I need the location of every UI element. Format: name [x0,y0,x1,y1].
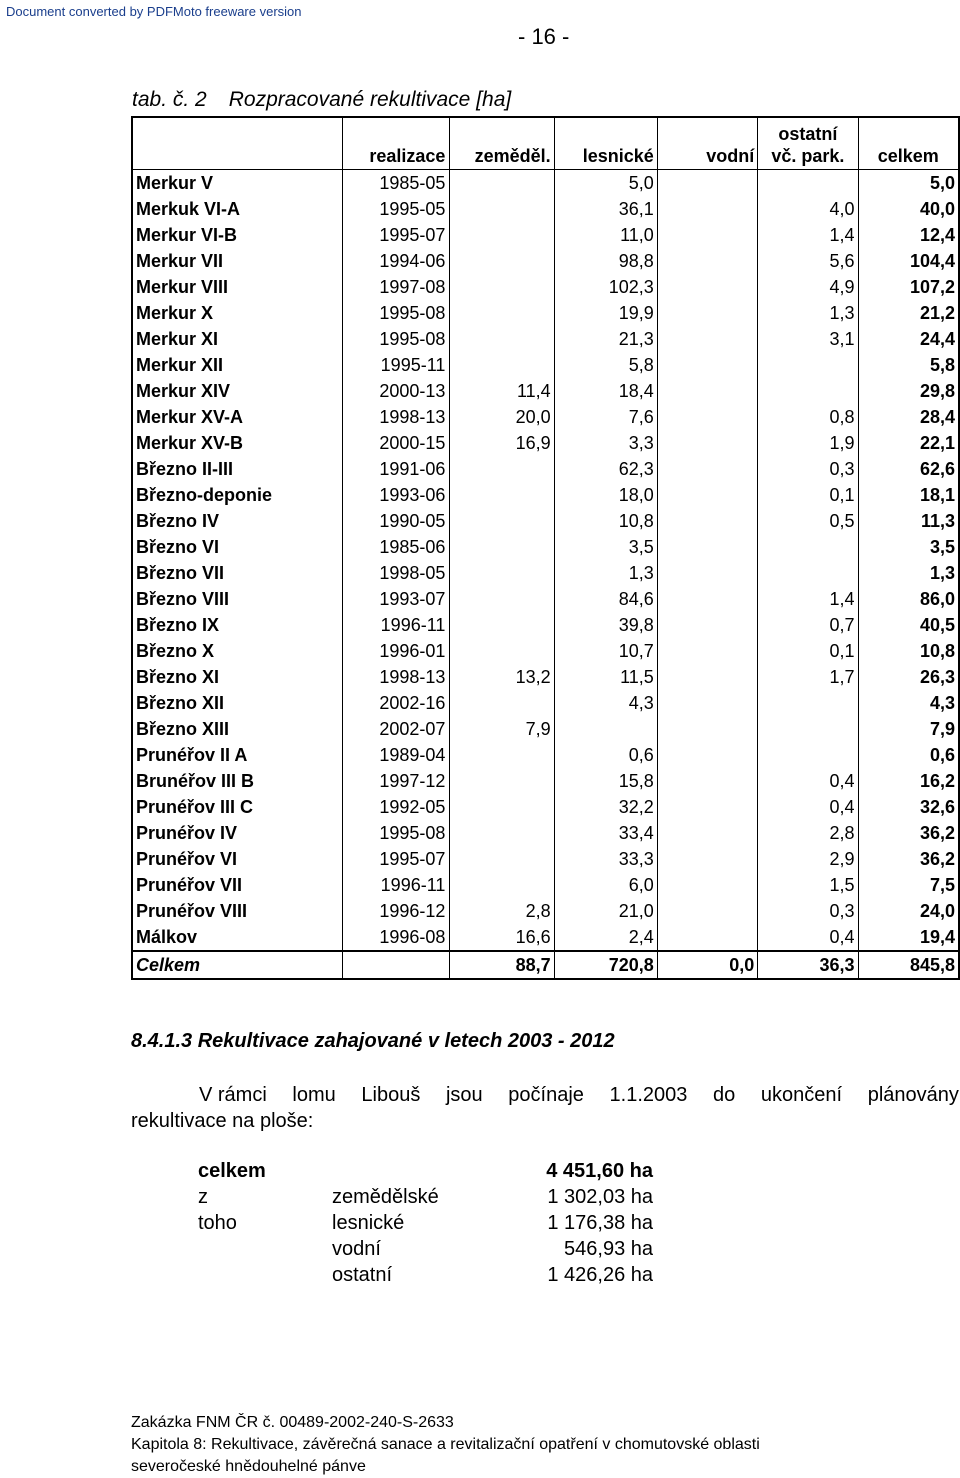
converter-banner: Document converted by PDFMoto freeware version [6,4,302,19]
cell-lesnicke: 10,7 [554,638,657,664]
cell-zemedel: 88,7 [450,951,554,979]
cell-vodni [657,326,757,352]
cell-zemedel [450,846,554,872]
cell-ostatni [758,742,858,768]
cell-vodni [657,820,757,846]
cell-zemedel: 2,8 [450,898,554,924]
cell-vodni [657,794,757,820]
table-row [132,690,959,716]
cell-zemedel [450,169,554,196]
cell-celkem: 22,1 [919,432,955,453]
summary-item-label: lesnické [332,1212,405,1234]
cell-ostatni: 2,9 [758,846,858,872]
paragraph [131,1082,959,1134]
cell-vodni [657,768,757,794]
cell-celkem: 86,0 [919,588,955,609]
table-row [132,404,959,430]
cell-zemedel [450,456,554,482]
cell-celkem: 40,5 [919,614,955,635]
cell-celkem: 32,6 [919,796,955,817]
cell-celkem: 24,0 [919,900,955,921]
cell-name: Březno XI [132,664,343,690]
paragraph-word: plánovány [867,1084,959,1106]
cell-realizace: 1993-06 [343,482,450,508]
table-row [132,508,959,534]
cell-celkem: 18,1 [919,484,955,505]
cell-zemedel: 7,9 [450,716,554,742]
table-row [132,222,959,248]
cell-realizace: 1995-08 [343,326,450,352]
cell-ostatni: 0,4 [758,794,858,820]
cell-zemedel [450,612,554,638]
table-title [132,88,511,112]
cell-vodni [657,456,757,482]
cell-vodni [657,196,757,222]
cell-realizace: 2002-07 [343,716,450,742]
cell-lesnicke: 3,3 [554,430,657,456]
cell-realizace: 2000-13 [343,378,450,404]
cell-lesnicke: 11,5 [554,664,657,690]
cell-lesnicke: 21,0 [554,898,657,924]
cell-ostatni: 1,4 [758,586,858,612]
table-row [132,846,959,872]
cell-vodni [657,534,757,560]
summary-of-which-label: z toho [198,1186,237,1234]
table-row [132,586,959,612]
cell-name: Merkur V [132,169,343,196]
cell-name: Prunéřov VII [132,872,343,898]
cell-zemedel [450,560,554,586]
cell-realizace: 1992-05 [343,794,450,820]
table-row [132,300,959,326]
summary-item-label: zemědělské [332,1186,439,1208]
cell-name: Málkov [132,924,343,951]
cell-name: Prunéřov III C [132,794,343,820]
cell-name: Březno IX [132,612,343,638]
cell-realizace: 1985-05 [343,169,450,196]
cell-lesnicke: 5,0 [554,169,657,196]
cell-vodni [657,378,757,404]
table-row [132,169,959,196]
cell-ostatni: 0,3 [758,898,858,924]
cell-name: Březno-deponie [132,482,343,508]
header-ostatni-line1: ostatní [778,123,838,144]
table-row [132,742,959,768]
cell-vodni [657,872,757,898]
cell-lesnicke: 15,8 [554,768,657,794]
header-realizace: realizace [343,117,450,169]
cell-vodni [657,638,757,664]
cell-ostatni: 1,7 [758,664,858,690]
cell-ostatni: 0,3 [758,456,858,482]
cell-ostatni [758,378,858,404]
cell-vodni [657,716,757,742]
cell-realizace: 2002-16 [343,690,450,716]
cell-name: Březno X [132,638,343,664]
summary-item-value: 1 302,03 ha [547,1186,653,1208]
cell-name: Březno VII [132,560,343,586]
cell-name: Prunéřov VI [132,846,343,872]
cell-lesnicke: 33,4 [554,820,657,846]
cell-lesnicke: 102,3 [554,274,657,300]
cell-ostatni: 1,5 [758,872,858,898]
cell-realizace: 1997-08 [343,274,450,300]
paragraph-word: jsou [445,1084,483,1106]
cell-name: Březno IV [132,508,343,534]
header-ostatni [758,117,858,169]
cell-zemedel [450,300,554,326]
table-row [132,820,959,846]
cell-ostatni: 5,6 [758,248,858,274]
cell-name: Prunéřov VIII [132,898,343,924]
paragraph-word: Libouš [361,1084,421,1106]
cell-zemedel: 20,0 [450,404,554,430]
cell-ostatni: 0,5 [758,508,858,534]
cell-celkem: 36,2 [919,822,955,843]
cell-celkem: 11,3 [920,510,955,531]
cell-ostatni: 1,3 [758,300,858,326]
cell-vodni [657,274,757,300]
page-number: - 16 - [518,24,570,49]
cell-realizace: 1985-06 [343,534,450,560]
table-row [132,924,959,951]
cell-vodni [657,508,757,534]
cell-lesnicke: 62,3 [554,456,657,482]
cell-zemedel [450,742,554,768]
cell-vodni [657,352,757,378]
table-header-row [132,117,959,169]
cell-vodni [657,560,757,586]
cell-name: Merkur VIII [132,274,343,300]
cell-lesnicke: 33,3 [554,846,657,872]
cell-ostatni: 2,8 [758,820,858,846]
cell-name: Merkur VI-B [132,222,343,248]
cell-vodni [657,430,757,456]
cell-ostatni: 36,3 [758,951,858,979]
paragraph-word: počínaje [508,1084,584,1106]
cell-zemedel [450,248,554,274]
reclamation-table [131,116,960,980]
cell-celkem: 107,2 [909,276,955,297]
paragraph-word: 1.1.2003 [609,1084,688,1106]
cell-lesnicke: 6,0 [554,872,657,898]
cell-realizace: 1991-06 [343,456,450,482]
cell-lesnicke: 3,5 [554,534,657,560]
cell-ostatni: 4,9 [758,274,858,300]
summary-item-label: vodní [332,1238,381,1260]
cell-ostatni: 0,4 [758,768,858,794]
cell-realizace: 1994-06 [343,248,450,274]
cell-zemedel [450,820,554,846]
cell-vodni [657,248,757,274]
cell-name: Březno XIII [132,716,343,742]
cell-lesnicke: 7,6 [554,404,657,430]
cell-realizace [343,951,450,979]
table-title-label: tab. č. 2 [132,88,207,111]
table-total-row [132,951,959,979]
cell-ostatni: 1,9 [758,430,858,456]
footer-line1: Zakázka FNM ČR č. 00489-2002-240-S-2633 [131,1414,454,1431]
table-title-text: Rozpracované rekultivace [ha] [228,88,512,111]
cell-celkem: 29,8 [919,380,955,401]
paragraph-word: V rámci [199,1084,267,1106]
cell-zemedel [450,872,554,898]
cell-name: Merkur X [132,300,343,326]
cell-celkem: 62,6 [919,458,955,479]
cell-name: Merkuk VI-A [132,196,343,222]
cell-name: Celkem [132,951,343,979]
table-row [132,534,959,560]
summary-item-label: ostatní [332,1264,393,1286]
table-row [132,638,959,664]
header-ostatni-line2: vč. park. [771,145,845,166]
cell-name: Merkur XI [132,326,343,352]
cell-vodni [657,690,757,716]
header-name [132,117,343,169]
summary-item-value: 546,93 ha [564,1238,653,1260]
cell-zemedel [450,352,554,378]
cell-celkem: 12,4 [919,224,955,245]
cell-celkem: 104,4 [909,250,955,271]
cell-vodni [657,898,757,924]
paragraph-word: lomu [292,1084,336,1106]
header-zemedel: zeměděl. [450,117,554,169]
cell-zemedel [450,222,554,248]
cell-ostatni: 3,1 [758,326,858,352]
cell-celkem: 10,8 [919,640,955,661]
cell-ostatni: 4,0 [758,196,858,222]
cell-realizace: 1996-12 [343,898,450,924]
table-row [132,716,959,742]
cell-zemedel [450,274,554,300]
cell-realizace: 1996-08 [343,924,450,951]
table-row [132,664,959,690]
cell-name: Březno XII [132,690,343,716]
paragraph-word: ukončení [760,1084,843,1106]
cell-name: Merkur XII [132,352,343,378]
cell-ostatni [758,560,858,586]
table-row [132,352,959,378]
cell-zemedel [450,794,554,820]
cell-zemedel [450,534,554,560]
cell-zemedel: 11,4 [450,378,554,404]
cell-ostatni [758,690,858,716]
cell-vodni [657,586,757,612]
cell-realizace: 1996-11 [343,872,450,898]
table-row [132,898,959,924]
header-celkem: celkem [858,117,959,169]
cell-realizace: 1993-07 [343,586,450,612]
paragraph-line1 [131,1082,959,1108]
cell-ostatni [758,169,858,196]
cell-zemedel: 16,6 [450,924,554,951]
cell-celkem: 21,2 [919,302,955,323]
page-footer [131,1412,760,1478]
cell-celkem: 5,8 [929,354,955,375]
cell-name: Brunéřov III B [132,768,343,794]
cell-lesnicke: 720,8 [554,951,657,979]
cell-zemedel [450,508,554,534]
cell-ostatni: 1,4 [758,222,858,248]
table-row [132,872,959,898]
cell-celkem: 16,2 [919,770,955,791]
cell-zemedel [450,326,554,352]
cell-name: Merkur XV-A [132,404,343,430]
summary-item-value: 1 176,38 ha [547,1212,653,1234]
cell-vodni [657,482,757,508]
cell-celkem: 1,3 [929,562,955,583]
cell-ostatni: 0,1 [758,482,858,508]
cell-celkem: 0,6 [929,744,955,765]
cell-lesnicke: 39,8 [554,612,657,638]
summary-total-value: 4 451,60 ha [546,1160,653,1182]
cell-name: Prunéřov II A [132,742,343,768]
table-row [132,482,959,508]
cell-realizace: 1997-12 [343,768,450,794]
cell-name: Březno VIII [132,586,343,612]
cell-lesnicke: 4,3 [554,690,657,716]
paragraph-word: do [713,1084,736,1106]
cell-celkem: 40,0 [919,198,955,219]
cell-zemedel [450,586,554,612]
cell-vodni [657,924,757,951]
cell-celkem: 845,8 [858,951,959,979]
cell-lesnicke: 19,9 [554,300,657,326]
summary-item-value: 1 426,26 ha [547,1264,653,1286]
cell-realizace: 1998-13 [343,404,450,430]
cell-vodni [657,612,757,638]
cell-realizace: 1996-11 [343,612,450,638]
cell-celkem: 5,0 [929,172,955,193]
cell-zemedel [450,768,554,794]
cell-vodni: 0,0 [657,951,757,979]
cell-lesnicke: 21,3 [554,326,657,352]
cell-zemedel [450,690,554,716]
cell-lesnicke: 18,4 [554,378,657,404]
table-row [132,248,959,274]
cell-ostatni [758,534,858,560]
cell-vodni [657,169,757,196]
cell-vodni [657,846,757,872]
header-vodni: vodní [657,117,757,169]
cell-realizace: 1998-05 [343,560,450,586]
cell-realizace: 1995-07 [343,222,450,248]
cell-realizace: 1995-08 [343,300,450,326]
cell-name: Prunéřov IV [132,820,343,846]
cell-ostatni: 0,7 [758,612,858,638]
cell-realizace: 1995-07 [343,846,450,872]
cell-zemedel: 16,9 [450,430,554,456]
table-row [132,196,959,222]
cell-lesnicke: 32,2 [554,794,657,820]
cell-celkem: 24,4 [919,328,955,349]
cell-name: Merkur XIV [132,378,343,404]
cell-vodni [657,222,757,248]
table-row [132,430,959,456]
cell-celkem: 3,5 [929,536,955,557]
cell-celkem: 19,4 [919,926,955,947]
cell-celkem: 28,4 [919,406,955,427]
table-row [132,560,959,586]
cell-lesnicke: 98,8 [554,248,657,274]
cell-name: Březno VI [132,534,343,560]
cell-zemedel: 13,2 [450,664,554,690]
footer-line3: severočeské hnědouhelné pánve [131,1458,366,1475]
cell-celkem: 26,3 [919,666,955,687]
cell-lesnicke: 10,8 [554,508,657,534]
cell-lesnicke [554,716,657,742]
cell-ostatni [758,716,858,742]
cell-vodni [657,404,757,430]
cell-realizace: 1989-04 [343,742,450,768]
cell-lesnicke: 36,1 [554,196,657,222]
cell-realizace: 2000-15 [343,430,450,456]
table-row [132,794,959,820]
table-row [132,326,959,352]
cell-lesnicke: 84,6 [554,586,657,612]
cell-vodni [657,300,757,326]
footer-line2: Kapitola 8: Rekultivace, závěrečná sanace a revitalizační opatření v chomutovské oblasti [131,1436,760,1453]
table-row [132,456,959,482]
cell-lesnicke: 0,6 [554,742,657,768]
paragraph-line2: rekultivace na ploše: [131,1110,314,1132]
cell-celkem: 4,3 [929,692,955,713]
cell-ostatni: 0,4 [758,924,858,951]
cell-realizace: 1990-05 [343,508,450,534]
table-row [132,274,959,300]
cell-ostatni [758,352,858,378]
table-row [132,612,959,638]
table-row [132,378,959,404]
cell-celkem: 7,9 [929,718,955,739]
cell-zemedel [450,482,554,508]
cell-realizace: 1996-01 [343,638,450,664]
cell-realizace: 1998-13 [343,664,450,690]
cell-celkem: 7,5 [929,874,955,895]
cell-lesnicke: 5,8 [554,352,657,378]
cell-lesnicke: 18,0 [554,482,657,508]
cell-realizace: 1995-11 [343,352,450,378]
summary-total-label: celkem [198,1160,266,1182]
cell-zemedel [450,638,554,664]
cell-ostatni: 0,1 [758,638,858,664]
cell-lesnicke: 2,4 [554,924,657,951]
header-lesnicke: lesnické [554,117,657,169]
cell-realizace: 1995-08 [343,820,450,846]
cell-zemedel [450,196,554,222]
cell-name: Březno II-III [132,456,343,482]
section-heading: 8.4.1.3 Rekultivace zahajované v letech 2003 - 2012 [131,1030,615,1052]
cell-ostatni: 0,8 [758,404,858,430]
cell-name: Merkur XV-B [132,430,343,456]
cell-vodni [657,742,757,768]
cell-lesnicke: 11,0 [554,222,657,248]
cell-celkem: 36,2 [919,848,955,869]
table-row [132,768,959,794]
cell-vodni [657,664,757,690]
cell-realizace: 1995-05 [343,196,450,222]
cell-lesnicke: 1,3 [554,560,657,586]
cell-name: Merkur VII [132,248,343,274]
